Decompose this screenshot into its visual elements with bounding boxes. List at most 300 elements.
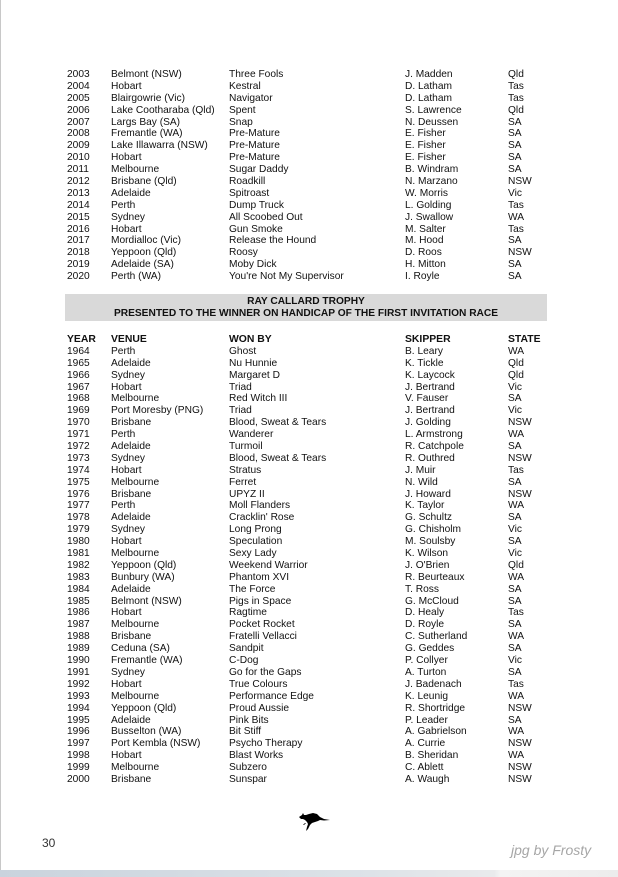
cell-won-by: Navigator bbox=[229, 92, 273, 104]
cell-year: 1972 bbox=[67, 441, 90, 453]
cell-won-by: Kestral bbox=[229, 80, 261, 92]
cell-won-by: Sandpit bbox=[229, 643, 264, 655]
cell-won-by: Spitroast bbox=[229, 187, 270, 199]
table-row bbox=[67, 453, 557, 465]
table-row bbox=[67, 584, 557, 596]
table-row bbox=[67, 643, 557, 655]
cell-skipper: L. Golding bbox=[405, 199, 452, 211]
cell-venue: Yeppoon (Qld) bbox=[111, 559, 177, 571]
table-row bbox=[67, 703, 557, 715]
cell-won-by: Bit Stiff bbox=[229, 726, 262, 738]
table-row bbox=[67, 81, 557, 93]
table-row bbox=[67, 105, 557, 117]
cell-skipper: D. Royle bbox=[405, 619, 445, 631]
cell-won-by: Moll Flanders bbox=[229, 500, 291, 512]
results-table-continued bbox=[67, 69, 557, 283]
table-row bbox=[67, 382, 557, 394]
cell-venue: Bunbury (WA) bbox=[111, 571, 175, 583]
cell-state: SA bbox=[508, 140, 522, 152]
cell-state: Vic bbox=[508, 187, 522, 199]
cell-skipper: J. Golding bbox=[405, 417, 451, 429]
kangaroo-icon bbox=[297, 810, 331, 832]
cell-state: WA bbox=[508, 345, 525, 357]
table-row bbox=[67, 224, 557, 236]
cell-venue: Fremantle (WA) bbox=[111, 128, 183, 140]
cell-year: 1978 bbox=[67, 512, 90, 524]
cell-state: SA bbox=[508, 152, 522, 164]
cell-skipper: N. Wild bbox=[405, 476, 438, 488]
cell-year: 1993 bbox=[67, 690, 90, 702]
cell-state: SA bbox=[508, 666, 522, 678]
cell-won-by: Gun Smoke bbox=[229, 223, 283, 235]
cell-year: 1969 bbox=[67, 405, 90, 417]
cell-venue: Melbourne bbox=[111, 548, 160, 560]
cell-skipper: A. Gabrielson bbox=[405, 726, 467, 738]
cell-year: 1965 bbox=[67, 357, 90, 369]
cell-state: WA bbox=[508, 750, 525, 762]
cell-state: WA bbox=[508, 690, 525, 702]
cell-state: SA bbox=[508, 536, 522, 548]
cell-skipper: L. Armstrong bbox=[405, 429, 463, 441]
cell-year: 1988 bbox=[67, 631, 90, 643]
cell-venue: Brisbane bbox=[111, 417, 152, 429]
cell-venue: Hobart bbox=[111, 536, 142, 548]
table-row bbox=[67, 667, 557, 679]
cell-skipper: E. Fisher bbox=[405, 128, 446, 140]
cell-state: NSW bbox=[508, 176, 532, 188]
cell-skipper: B. Windram bbox=[405, 164, 459, 176]
cell-venue: Largs Bay (SA) bbox=[111, 116, 181, 128]
cell-state: SA bbox=[508, 271, 522, 283]
cell-venue: Hobart bbox=[111, 750, 142, 762]
cell-state: NSW bbox=[508, 762, 532, 774]
cell-skipper: B. Leary bbox=[405, 345, 443, 357]
cell-skipper: D. Healy bbox=[405, 607, 445, 619]
table-row bbox=[67, 370, 557, 382]
cell-skipper: P. Collyer bbox=[405, 655, 448, 667]
cell-venue: Adelaide bbox=[111, 512, 151, 524]
cell-year: 2010 bbox=[67, 152, 90, 164]
cell-state: WA bbox=[508, 500, 525, 512]
cell-skipper: K. Taylor bbox=[405, 500, 445, 512]
cell-state: Qld bbox=[508, 559, 524, 571]
cell-venue: Fremantle (WA) bbox=[111, 655, 183, 667]
table-row bbox=[67, 152, 557, 164]
cell-year: 2000 bbox=[67, 773, 90, 785]
cell-skipper: G. Chisholm bbox=[405, 524, 462, 536]
cell-year: 1986 bbox=[67, 607, 90, 619]
cell-skipper: K. Tickle bbox=[405, 357, 444, 369]
cell-won-by: Cracklin' Rose bbox=[229, 512, 295, 524]
cell-year: 2011 bbox=[67, 164, 89, 176]
table-row bbox=[67, 117, 557, 129]
cell-won-by: Margaret D bbox=[229, 369, 280, 381]
cell-venue: Melbourne bbox=[111, 164, 160, 176]
table-row bbox=[67, 405, 557, 417]
table-row bbox=[67, 140, 557, 152]
cell-state: WA bbox=[508, 211, 525, 223]
cell-venue: Sydney bbox=[111, 452, 145, 464]
cell-state: Qld bbox=[508, 104, 524, 116]
cell-year: 1996 bbox=[67, 726, 90, 738]
cell-won-by: Pre-Mature bbox=[229, 128, 280, 140]
cell-venue: Melbourne bbox=[111, 393, 160, 405]
ray-callard-trophy-table bbox=[67, 334, 557, 786]
cell-year: 1989 bbox=[67, 643, 90, 655]
table-row bbox=[67, 536, 557, 548]
cell-won-by: Pre-Mature bbox=[229, 152, 280, 164]
cell-state: NSW bbox=[508, 738, 532, 750]
cell-skipper: J. Swallow bbox=[405, 211, 454, 223]
cell-state: SA bbox=[508, 393, 522, 405]
cell-year: 2017 bbox=[67, 235, 90, 247]
cell-won-by: Psycho Therapy bbox=[229, 738, 303, 750]
cell-venue: Port Kembla (NSW) bbox=[111, 738, 201, 750]
watermark: jpg by Frosty bbox=[511, 842, 592, 858]
cell-won-by: Stratus bbox=[229, 464, 262, 476]
cell-skipper: D. Roos bbox=[405, 247, 442, 259]
cell-won-by: Weekend Warrior bbox=[229, 559, 308, 571]
cell-venue: Adelaide bbox=[111, 357, 151, 369]
cell-year: 1994 bbox=[67, 702, 90, 714]
table-row bbox=[67, 164, 557, 176]
cell-state: SA bbox=[508, 259, 522, 271]
cell-skipper: G. Schultz bbox=[405, 512, 452, 524]
cell-venue: Hobart bbox=[111, 464, 142, 476]
cell-year: 1980 bbox=[67, 536, 90, 548]
cell-year: 1998 bbox=[67, 750, 90, 762]
cell-skipper: J. Howard bbox=[405, 488, 451, 500]
cell-year: 1979 bbox=[67, 524, 90, 536]
table-row bbox=[67, 679, 557, 691]
cell-year: 1999 bbox=[67, 762, 90, 774]
cell-state: Tas bbox=[508, 199, 524, 211]
cell-won-by: Triad bbox=[229, 381, 252, 393]
cell-won-by: Pink Bits bbox=[229, 714, 269, 726]
cell-skipper: A. Currie bbox=[405, 738, 446, 750]
cell-won-by: Speculation bbox=[229, 536, 283, 548]
cell-venue: Hobart bbox=[111, 607, 142, 619]
cell-skipper: M. Soulsby bbox=[405, 536, 456, 548]
cell-won-by: Nu Hunnie bbox=[229, 357, 278, 369]
cell-won-by: Performance Edge bbox=[229, 690, 314, 702]
table-row bbox=[67, 524, 557, 536]
cell-venue: Lake Illawarra (NSW) bbox=[111, 140, 208, 152]
cell-venue: Perth bbox=[111, 500, 136, 512]
cell-state: SA bbox=[508, 643, 522, 655]
cell-skipper: R. Shortridge bbox=[405, 702, 466, 714]
cell-year: 2013 bbox=[67, 187, 90, 199]
cell-year: 2003 bbox=[67, 69, 90, 80]
cell-state: SA bbox=[508, 714, 522, 726]
cell-venue: Perth bbox=[111, 199, 136, 211]
cell-won-by: UPYZ II bbox=[229, 488, 265, 500]
cell-won-by: C-Dog bbox=[229, 655, 259, 667]
header-state: STATE bbox=[508, 334, 541, 345]
cell-state: Qld bbox=[508, 69, 524, 80]
cell-year: 2012 bbox=[67, 176, 90, 188]
cell-year: 2006 bbox=[67, 104, 90, 116]
table-row bbox=[67, 429, 557, 441]
cell-year: 2020 bbox=[67, 271, 90, 283]
table-row bbox=[67, 235, 557, 247]
table-row bbox=[67, 346, 557, 358]
cell-year: 1976 bbox=[67, 488, 90, 500]
cell-won-by: Long Prong bbox=[229, 524, 282, 536]
cell-venue: Perth (WA) bbox=[111, 271, 161, 283]
table-row bbox=[67, 726, 557, 738]
cell-year: 1977 bbox=[67, 500, 90, 512]
cell-won-by: Sugar Daddy bbox=[229, 164, 289, 176]
cell-venue: Brisbane (Qld) bbox=[111, 176, 177, 188]
cell-skipper: J. Bertrand bbox=[405, 405, 455, 417]
table-row bbox=[67, 477, 557, 489]
cell-skipper: G. Geddes bbox=[405, 643, 455, 655]
cell-state: NSW bbox=[508, 452, 532, 464]
cell-venue: Hobart bbox=[111, 381, 142, 393]
cell-venue: Adelaide bbox=[111, 441, 151, 453]
page-number: 30 bbox=[42, 836, 56, 850]
cell-venue: Brisbane bbox=[111, 631, 152, 643]
cell-year: 2004 bbox=[67, 80, 90, 92]
cell-state: SA bbox=[508, 164, 522, 176]
table-row bbox=[67, 489, 557, 501]
cell-won-by: Ghost bbox=[229, 345, 257, 357]
cell-state: SA bbox=[508, 595, 522, 607]
cell-won-by: Dump Truck bbox=[229, 199, 284, 211]
table-row bbox=[67, 548, 557, 560]
cell-won-by: You're Not My Supervisor bbox=[229, 271, 344, 283]
cell-won-by: Proud Aussie bbox=[229, 702, 290, 714]
cell-venue: Ceduna (SA) bbox=[111, 643, 170, 655]
table-row bbox=[67, 465, 557, 477]
table-row bbox=[67, 619, 557, 631]
cell-venue: Sydney bbox=[111, 524, 145, 536]
cell-won-by: Pre-Mature bbox=[229, 140, 280, 152]
cell-year: 2015 bbox=[67, 211, 90, 223]
cell-won-by: Release the Hound bbox=[229, 235, 317, 247]
cell-won-by: Spent bbox=[229, 104, 256, 116]
cell-venue: Sydney bbox=[111, 369, 145, 381]
cell-state: WA bbox=[508, 631, 525, 643]
cell-state: Tas bbox=[508, 464, 524, 476]
table-row bbox=[67, 128, 557, 140]
cell-year: 1990 bbox=[67, 655, 90, 667]
table-row bbox=[67, 93, 557, 105]
cell-state: WA bbox=[508, 571, 525, 583]
cell-skipper: M. Hood bbox=[405, 235, 444, 247]
cell-skipper: D. Latham bbox=[405, 92, 452, 104]
cell-skipper: K. Laycock bbox=[405, 369, 455, 381]
cell-won-by: Subzero bbox=[229, 762, 267, 774]
cell-state: SA bbox=[508, 116, 522, 128]
cell-venue: Brisbane bbox=[111, 488, 152, 500]
cell-venue: Sydney bbox=[111, 211, 145, 223]
table-row bbox=[67, 212, 557, 224]
cell-won-by: Sunspar bbox=[229, 773, 267, 785]
cell-year: 1967 bbox=[67, 381, 90, 393]
cell-venue: Yeppoon (Qld) bbox=[111, 702, 177, 714]
table-row bbox=[67, 69, 557, 81]
header-venue: VENUE bbox=[111, 334, 147, 345]
cell-year: 1983 bbox=[67, 571, 90, 583]
table-row bbox=[67, 247, 557, 259]
cell-year: 1997 bbox=[67, 738, 90, 750]
cell-skipper: R. Beurteaux bbox=[405, 571, 465, 583]
cell-won-by: True Colours bbox=[229, 678, 288, 690]
cell-won-by: Ferret bbox=[229, 476, 257, 488]
cell-state: Tas bbox=[508, 678, 524, 690]
cell-year: 2018 bbox=[67, 247, 90, 259]
table-row bbox=[67, 607, 557, 619]
cell-won-by: Three Fools bbox=[229, 69, 284, 80]
cell-state: Tas bbox=[508, 607, 524, 619]
cell-won-by: All Scoobed Out bbox=[229, 211, 303, 223]
cell-venue: Lake Cootharaba (Qld) bbox=[111, 104, 215, 116]
cell-skipper: R. Catchpole bbox=[405, 441, 464, 453]
cell-skipper: R. Outhred bbox=[405, 452, 455, 464]
cell-skipper: J. Muir bbox=[405, 464, 436, 476]
cell-skipper: T. Ross bbox=[405, 583, 439, 595]
table-row bbox=[67, 560, 557, 572]
cell-state: Qld bbox=[508, 369, 524, 381]
cell-year: 2005 bbox=[67, 92, 90, 104]
cell-venue: Adelaide bbox=[111, 714, 151, 726]
cell-year: 1974 bbox=[67, 464, 90, 476]
cell-skipper: J. Badenach bbox=[405, 678, 462, 690]
header-won-by: WON BY bbox=[229, 334, 272, 345]
cell-venue: Perth bbox=[111, 345, 136, 357]
cell-won-by: Snap bbox=[229, 116, 253, 128]
table-row bbox=[67, 596, 557, 608]
cell-skipper: N. Deussen bbox=[405, 116, 459, 128]
cell-skipper: V. Fauser bbox=[405, 393, 449, 405]
table-row bbox=[67, 417, 557, 429]
cell-state: Qld bbox=[508, 357, 524, 369]
trophy-title: RAY CALLARD TROPHY bbox=[247, 296, 365, 307]
cell-year: 1995 bbox=[67, 714, 90, 726]
table-row bbox=[67, 715, 557, 727]
table-row bbox=[67, 762, 557, 774]
cell-venue: Brisbane bbox=[111, 773, 152, 785]
cell-state: Vic bbox=[508, 524, 522, 536]
cell-state: Tas bbox=[508, 92, 524, 104]
table-row bbox=[67, 200, 557, 212]
cell-year: 2016 bbox=[67, 223, 90, 235]
cell-won-by: Blood, Sweat & Tears bbox=[229, 417, 327, 429]
cell-won-by: Pigs in Space bbox=[229, 595, 292, 607]
cell-skipper: A. Turton bbox=[405, 666, 447, 678]
cell-won-by: Wanderer bbox=[229, 429, 274, 441]
table-row bbox=[67, 750, 557, 762]
cell-won-by: Moby Dick bbox=[229, 259, 277, 271]
table-row bbox=[67, 500, 557, 512]
cell-skipper: A. Waugh bbox=[405, 773, 450, 785]
cell-venue: Busselton (WA) bbox=[111, 726, 182, 738]
cell-year: 1987 bbox=[67, 619, 90, 631]
cell-venue: Melbourne bbox=[111, 690, 160, 702]
cell-year: 1984 bbox=[67, 583, 90, 595]
table-row bbox=[67, 176, 557, 188]
cell-venue: Perth bbox=[111, 429, 136, 441]
cell-year: 1982 bbox=[67, 559, 90, 571]
cell-year: 2014 bbox=[67, 199, 90, 211]
cell-skipper: D. Latham bbox=[405, 80, 452, 92]
cell-state: Vic bbox=[508, 381, 522, 393]
table-row bbox=[67, 691, 557, 703]
cell-year: 1991 bbox=[67, 666, 90, 678]
cell-skipper: E. Fisher bbox=[405, 140, 446, 152]
cell-won-by: Roadkill bbox=[229, 176, 266, 188]
cell-venue: Hobart bbox=[111, 223, 142, 235]
cell-venue: Melbourne bbox=[111, 619, 160, 631]
cell-skipper: S. Lawrence bbox=[405, 104, 462, 116]
cell-venue: Adelaide bbox=[111, 583, 151, 595]
cell-year: 1971 bbox=[67, 429, 90, 441]
cell-skipper: K. Wilson bbox=[405, 548, 449, 560]
cell-year: 1968 bbox=[67, 393, 90, 405]
cell-venue: Hobart bbox=[111, 152, 142, 164]
cell-year: 1966 bbox=[67, 369, 90, 381]
cell-won-by: Roosy bbox=[229, 247, 258, 259]
cell-state: NSW bbox=[508, 417, 532, 429]
cell-skipper: N. Marzano bbox=[405, 176, 458, 188]
table-row bbox=[67, 188, 557, 200]
cell-state: NSW bbox=[508, 773, 532, 785]
viewer-bottom-strip bbox=[0, 870, 618, 877]
cell-venue: Belmont (NSW) bbox=[111, 69, 182, 80]
cell-year: 1981 bbox=[67, 548, 90, 560]
cell-skipper: J. O'Brien bbox=[405, 559, 450, 571]
cell-won-by: Triad bbox=[229, 405, 252, 417]
cell-year: 2007 bbox=[67, 116, 90, 128]
cell-venue: Hobart bbox=[111, 678, 142, 690]
cell-year: 1992 bbox=[67, 678, 90, 690]
cell-year: 1975 bbox=[67, 476, 90, 488]
table-row bbox=[67, 358, 557, 370]
table-row bbox=[67, 572, 557, 584]
cell-won-by: Blood, Sweat & Tears bbox=[229, 452, 327, 464]
cell-venue: Belmont (NSW) bbox=[111, 595, 182, 607]
cell-year: 1964 bbox=[67, 345, 90, 357]
table-row bbox=[67, 655, 557, 667]
cell-venue: Sydney bbox=[111, 666, 145, 678]
cell-skipper: M. Salter bbox=[405, 223, 446, 235]
cell-skipper: B. Sheridan bbox=[405, 750, 459, 762]
cell-state: Tas bbox=[508, 223, 524, 235]
cell-state: SA bbox=[508, 441, 522, 453]
cell-skipper: C. Sutherland bbox=[405, 631, 468, 643]
cell-state: Vic bbox=[508, 655, 522, 667]
cell-won-by: Red Witch III bbox=[229, 393, 288, 405]
table-row bbox=[67, 631, 557, 643]
cell-state: WA bbox=[508, 429, 525, 441]
cell-skipper: W. Morris bbox=[405, 187, 449, 199]
cell-state: SA bbox=[508, 583, 522, 595]
cell-state: NSW bbox=[508, 247, 532, 259]
cell-state: SA bbox=[508, 476, 522, 488]
header-year: YEAR bbox=[67, 334, 96, 345]
cell-state: SA bbox=[508, 235, 522, 247]
cell-year: 1973 bbox=[67, 452, 90, 464]
cell-venue: Melbourne bbox=[111, 476, 160, 488]
cell-won-by: Phantom XVI bbox=[229, 571, 290, 583]
cell-won-by: The Force bbox=[229, 583, 276, 595]
cell-state: SA bbox=[508, 619, 522, 631]
cell-won-by: Sexy Lady bbox=[229, 548, 277, 560]
cell-won-by: Turmoil bbox=[229, 441, 263, 453]
cell-skipper: C. Ablett bbox=[405, 762, 444, 774]
